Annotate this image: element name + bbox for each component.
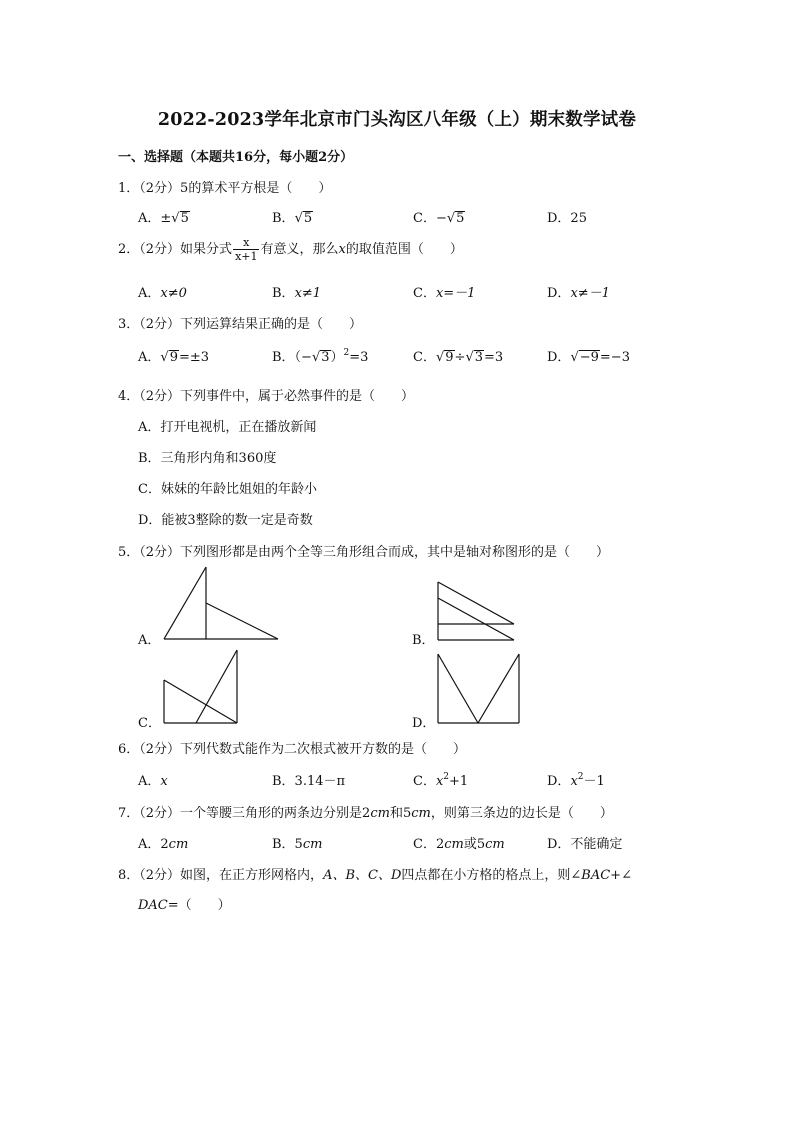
option-expr: =3	[484, 350, 504, 365]
question-stem: =（ ）	[167, 898, 231, 913]
question-stem: 的取值范围（ ）	[345, 242, 463, 257]
question-stem: （2分）如果分式	[139, 242, 233, 257]
option-expr: －1	[583, 774, 605, 789]
radicand: 9	[445, 350, 454, 365]
q5-option-b-label: B．	[412, 633, 435, 648]
option-expr: x=－1	[435, 286, 476, 301]
question-5	[118, 541, 609, 560]
unit: cm	[168, 837, 189, 852]
unit: cm	[444, 837, 464, 852]
sqrt-sign: √5	[294, 211, 313, 226]
option-expr: =−3	[599, 350, 630, 365]
q6-option-d	[547, 770, 605, 789]
q1-option-d: D．25	[547, 211, 587, 226]
angle-name: DAC	[138, 898, 168, 913]
question-stem: （2分）如图，在正方形网格内，	[139, 868, 324, 883]
q6-option-c	[413, 770, 468, 789]
exponent: 2	[343, 348, 350, 358]
option-label: C．2	[413, 837, 445, 852]
question-number: 2．	[118, 242, 140, 257]
variable: x	[338, 242, 346, 257]
option-label: B．	[272, 211, 295, 226]
points: A、B、C、D	[323, 868, 402, 883]
figure-b	[434, 580, 518, 642]
question-stem: （2分）下列运算结果正确的是（ ）	[139, 317, 363, 332]
q3-option-b	[272, 346, 368, 365]
sqrt-sign: √3	[311, 350, 330, 365]
page-title: 2022-2023学年北京市门头沟区八年级（上）期末数学试卷	[157, 110, 637, 130]
question-stem: （2分）下列事件中，属于必然事件的是（ ）	[139, 389, 415, 404]
question-stem: +∠	[610, 868, 632, 883]
section-heading: 一、选择题（本题共16分，每小题2分）	[118, 150, 354, 165]
radicand: −9	[579, 350, 599, 365]
question-4	[118, 385, 414, 404]
q7-option-d: D．不能确定	[547, 837, 623, 852]
question-number: 5．	[118, 545, 140, 560]
q4-option-c: C．妹妹的年龄比姐姐的年龄小	[138, 482, 317, 497]
q6-option-b: B．3.14－π	[272, 774, 346, 789]
question-stem: （2分）5的算术平方根是（ ）	[139, 181, 332, 196]
question-number: 3．	[118, 317, 140, 332]
question-stem: 有意义，那么	[260, 242, 339, 257]
q4-option-a: A．打开电视机，正在播放新闻	[138, 420, 317, 435]
radicand: 3	[474, 350, 484, 365]
radicand: 5	[180, 211, 189, 226]
option-label: A．2	[138, 837, 169, 852]
q2-option-a	[138, 282, 187, 301]
figure-d	[434, 652, 524, 726]
sqrt-sign: √9	[435, 350, 454, 365]
option-label: C．	[413, 286, 436, 301]
question-1	[118, 177, 331, 196]
q3-option-a	[138, 346, 209, 365]
q2-option-d	[547, 282, 610, 301]
q1-option-c	[413, 207, 465, 226]
numerator: x	[233, 236, 259, 250]
fraction	[233, 236, 259, 263]
question-stem: （2分）一个等腰三角形的两条边分别是2	[139, 806, 371, 821]
unit: cm	[302, 837, 323, 852]
option-label: C．	[413, 774, 436, 789]
unit: cm	[411, 806, 431, 821]
sqrt-sign: √9	[160, 350, 178, 365]
denominator: x+1	[235, 250, 258, 263]
option-expr: =3	[349, 350, 369, 365]
option-label: D．	[547, 350, 571, 365]
variable: x	[435, 774, 444, 789]
question-8	[118, 864, 632, 883]
option-expr: x≠1	[294, 286, 322, 301]
q5-option-d-label: D．	[412, 716, 436, 731]
question-stem: 和5	[389, 806, 412, 821]
q2-option-c	[413, 282, 475, 301]
question-8-cont	[138, 894, 231, 913]
sqrt-sign: √5	[171, 211, 189, 226]
figure-a	[160, 565, 282, 641]
operator: ÷	[454, 350, 466, 365]
option-label: A．	[138, 286, 161, 301]
sqrt-sign: √3	[465, 350, 484, 365]
q7-option-a	[138, 833, 188, 852]
q6-option-a	[138, 770, 168, 789]
variable: x	[570, 774, 578, 789]
option-label: D．	[547, 286, 571, 301]
q1-option-b	[272, 207, 313, 226]
option-label: A．	[138, 774, 161, 789]
angle-name: BAC	[581, 868, 611, 883]
unit: cm	[485, 837, 505, 852]
question-stem: （2分）下列代数式能作为二次根式被开方数的是（ ）	[139, 742, 467, 757]
option-expr: x≠0	[160, 286, 187, 301]
question-number: 7．	[118, 806, 140, 821]
question-number: 1．	[118, 181, 140, 196]
option-expr: ）	[330, 350, 344, 365]
radicand: 9	[169, 350, 178, 365]
option-label: A．	[138, 350, 161, 365]
q4-option-b: B．三角形内角和360度	[138, 451, 277, 466]
exponent: 2	[577, 772, 584, 782]
q7-option-b	[272, 833, 322, 852]
option-label: C．	[413, 350, 436, 365]
option-label: D．	[547, 774, 571, 789]
question-number: 8．	[118, 868, 140, 883]
unit: cm	[370, 806, 390, 821]
option-expr: +1	[449, 774, 469, 789]
q4-option-d: D．能被3整除的数一定是奇数	[138, 513, 313, 528]
option-expr: 或5	[463, 837, 486, 852]
q5-option-c-label: C．	[138, 716, 161, 731]
question-2	[118, 236, 463, 263]
option-expr: x≠－1	[570, 286, 610, 301]
radicand: 5	[456, 211, 465, 226]
option-label: A．±	[138, 211, 172, 226]
question-stem: （2分）下列图形都是由两个全等三角形组合而成，其中是轴对称图形的是（ ）	[139, 545, 610, 560]
sqrt-sign: √−9	[570, 350, 599, 365]
q2-option-b	[272, 282, 321, 301]
q5-option-a-label: A．	[138, 633, 161, 648]
option-label: C．−	[413, 211, 447, 226]
q3-option-d	[547, 346, 630, 365]
question-7	[118, 802, 613, 821]
option-label: B．（−	[272, 350, 312, 365]
question-number: 4．	[118, 389, 140, 404]
question-3	[118, 313, 362, 332]
option-label: B．	[272, 286, 295, 301]
question-stem: 四点都在小方格的格点上，则∠	[401, 868, 582, 883]
radicand: 3	[321, 350, 330, 365]
option-expr: x	[160, 774, 168, 789]
q7-option-c	[413, 833, 505, 852]
question-6	[118, 738, 466, 757]
q1-option-a	[138, 207, 190, 226]
exponent: 2	[443, 772, 450, 782]
q3-option-c	[413, 346, 503, 365]
option-expr: =±3	[178, 350, 210, 365]
question-stem: ，则第三条边的边长是（ ）	[430, 806, 613, 821]
radicand: 5	[303, 211, 313, 226]
sqrt-sign: √5	[446, 211, 465, 226]
option-label: B．5	[272, 837, 303, 852]
figure-c	[160, 648, 242, 726]
question-number: 6．	[118, 742, 140, 757]
